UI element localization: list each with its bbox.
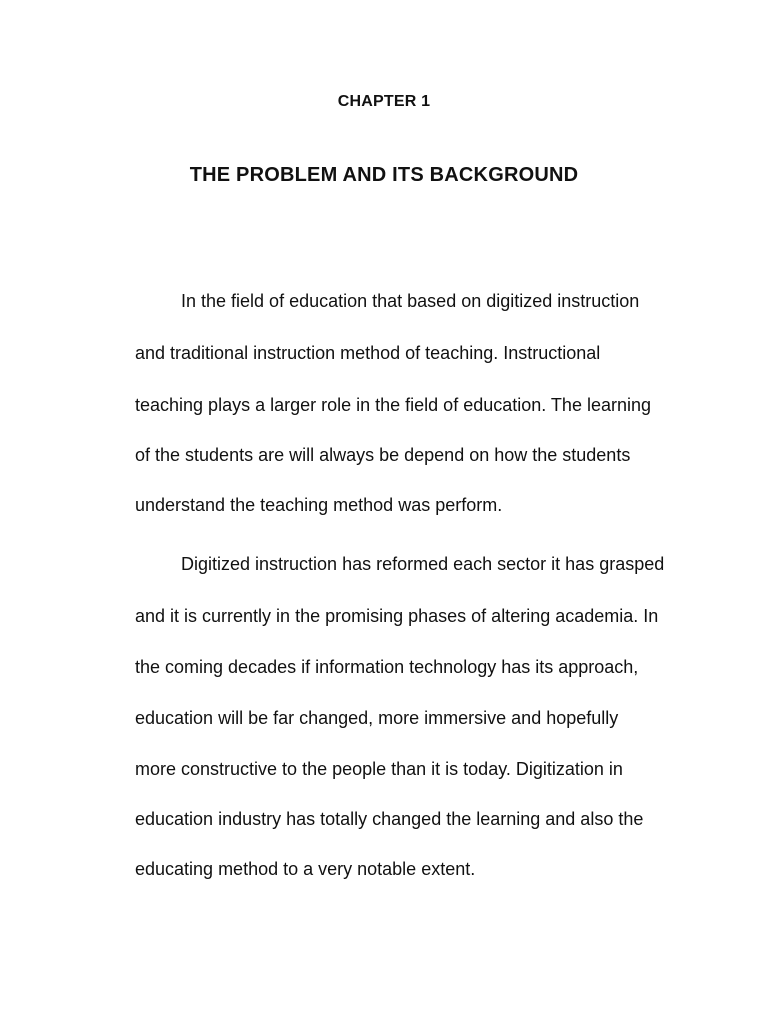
paragraph-2-line: educating method to a very notable extent. xyxy=(135,859,476,879)
paragraph-2-line: more constructive to the people than it is today. Digitization in xyxy=(135,759,623,779)
paragraph-2-line: education will be far changed, more immersive and hopefully xyxy=(135,708,619,728)
paragraph-2-line: the coming decades if information technology has its approach, xyxy=(135,657,639,677)
paragraph-1-line: and traditional instruction method of teaching. Instructional xyxy=(135,343,601,363)
chapter-title: THE PROBLEM AND ITS BACKGROUND xyxy=(189,164,579,186)
paragraph-1-line: understand the teaching method was perform. xyxy=(135,495,503,515)
paragraph-1-line: In the field of education that based on digitized instruction xyxy=(181,291,640,311)
chapter-label: CHAPTER 1 xyxy=(337,93,431,110)
paragraph-1-line: teaching plays a larger role in the field of education. The learning xyxy=(135,395,651,415)
paragraph-2-line: education industry has totally changed the learning and also the xyxy=(135,809,644,829)
paragraph-1-line: of the students are will always be depend on how the students xyxy=(135,445,631,465)
paragraph-2-line: and it is currently in the promising phases of altering academia. In xyxy=(135,606,659,626)
paragraph-2-line: Digitized instruction has reformed each sector it has grasped xyxy=(181,554,665,574)
